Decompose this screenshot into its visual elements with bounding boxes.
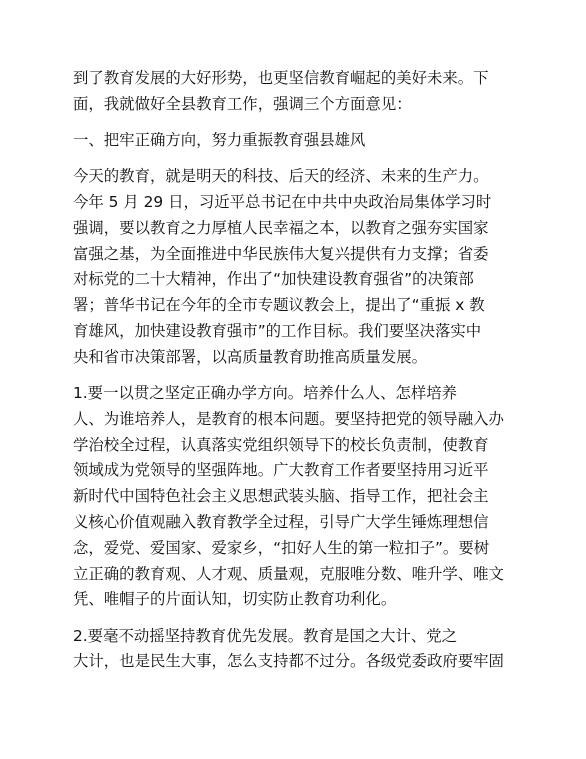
text-line: 领域成为党领导的坚强阵地。广大教育工作者要坚持用习近平 [73,461,489,480]
text-line: 强调，要以教育之力厚植人民幸福之本，以教育之强夯实国家 [73,218,489,237]
text-line: 凭、唯帽子的片面认知，切实防止教育功利化。 [73,590,397,609]
paragraph-intro [73,66,517,118]
text-line: 今年 5 月 29 日，习近平总书记在中共中央政治局集体学习时 [73,192,492,211]
text-line: 面，我就做好全县教育工作，强调三个方面意见： [73,94,412,113]
text-line: 央和省市决策部署，以高质量教育助推高质量发展。 [73,347,427,366]
text-line: 到了教育发展的大好形势，也更坚信教育崛起的美好未来。下 [73,69,489,87]
paragraph-today-education [73,164,517,370]
text-line: 育雄风，加快建设教育强市”的工作目标。我们要坚决落实中 [73,321,482,340]
text-line: 署；普华书记在今年的全市专题议教会上，提出了“重振 x 教 [73,296,485,315]
text-line: 富强之基，为全面推进中华民族伟大复兴提供有力支撑；省委 [73,244,489,263]
text-line: 念，爱党、爱国家、爱家乡，“扣好人生的第一粒扣子”。要树 [73,538,490,557]
section-heading-text: 一、把牢正确方向，努力重振教育强县雄风 [73,130,366,149]
text-line: 2.要毫不动摇坚持教育优先发展。教育是国之大计、党之 [73,626,458,645]
document-body [73,66,517,685]
paragraph-point-1 [73,381,517,613]
text-line: 对标党的二十大精神，作出了“加快建设教育强省”的决策部 [73,270,474,289]
text-line: 今天的教育，就是明天的科技、后天的经济、未来的生产力。 [73,167,489,186]
text-line: 学治校全过程，认真落实党组织领导下的校长负责制，使教育 [73,435,489,454]
paragraph-point-2 [73,624,517,676]
text-line: 新时代中国特色社会主义思想武装头脑、指导工作，把社会主 [73,487,489,506]
text-line: 人、为谁培养人，是教育的根本问题。要坚持把党的领导融入办 [73,409,504,428]
text-line: 1.要一以贯之坚定正确办学方向。培养什么人、怎样培养 [73,383,458,402]
text-line: 义核心价值观融入教育教学全过程，引导广大学生锤炼理想信 [73,512,489,531]
section-heading [73,128,517,154]
text-line: 立正确的教育观、人才观、质量观，克服唯分数、唯升学、唯文 [73,564,504,583]
text-line: 大计，也是民生大事，怎么支持都不过分。各级党委政府要牢固 [73,652,504,671]
